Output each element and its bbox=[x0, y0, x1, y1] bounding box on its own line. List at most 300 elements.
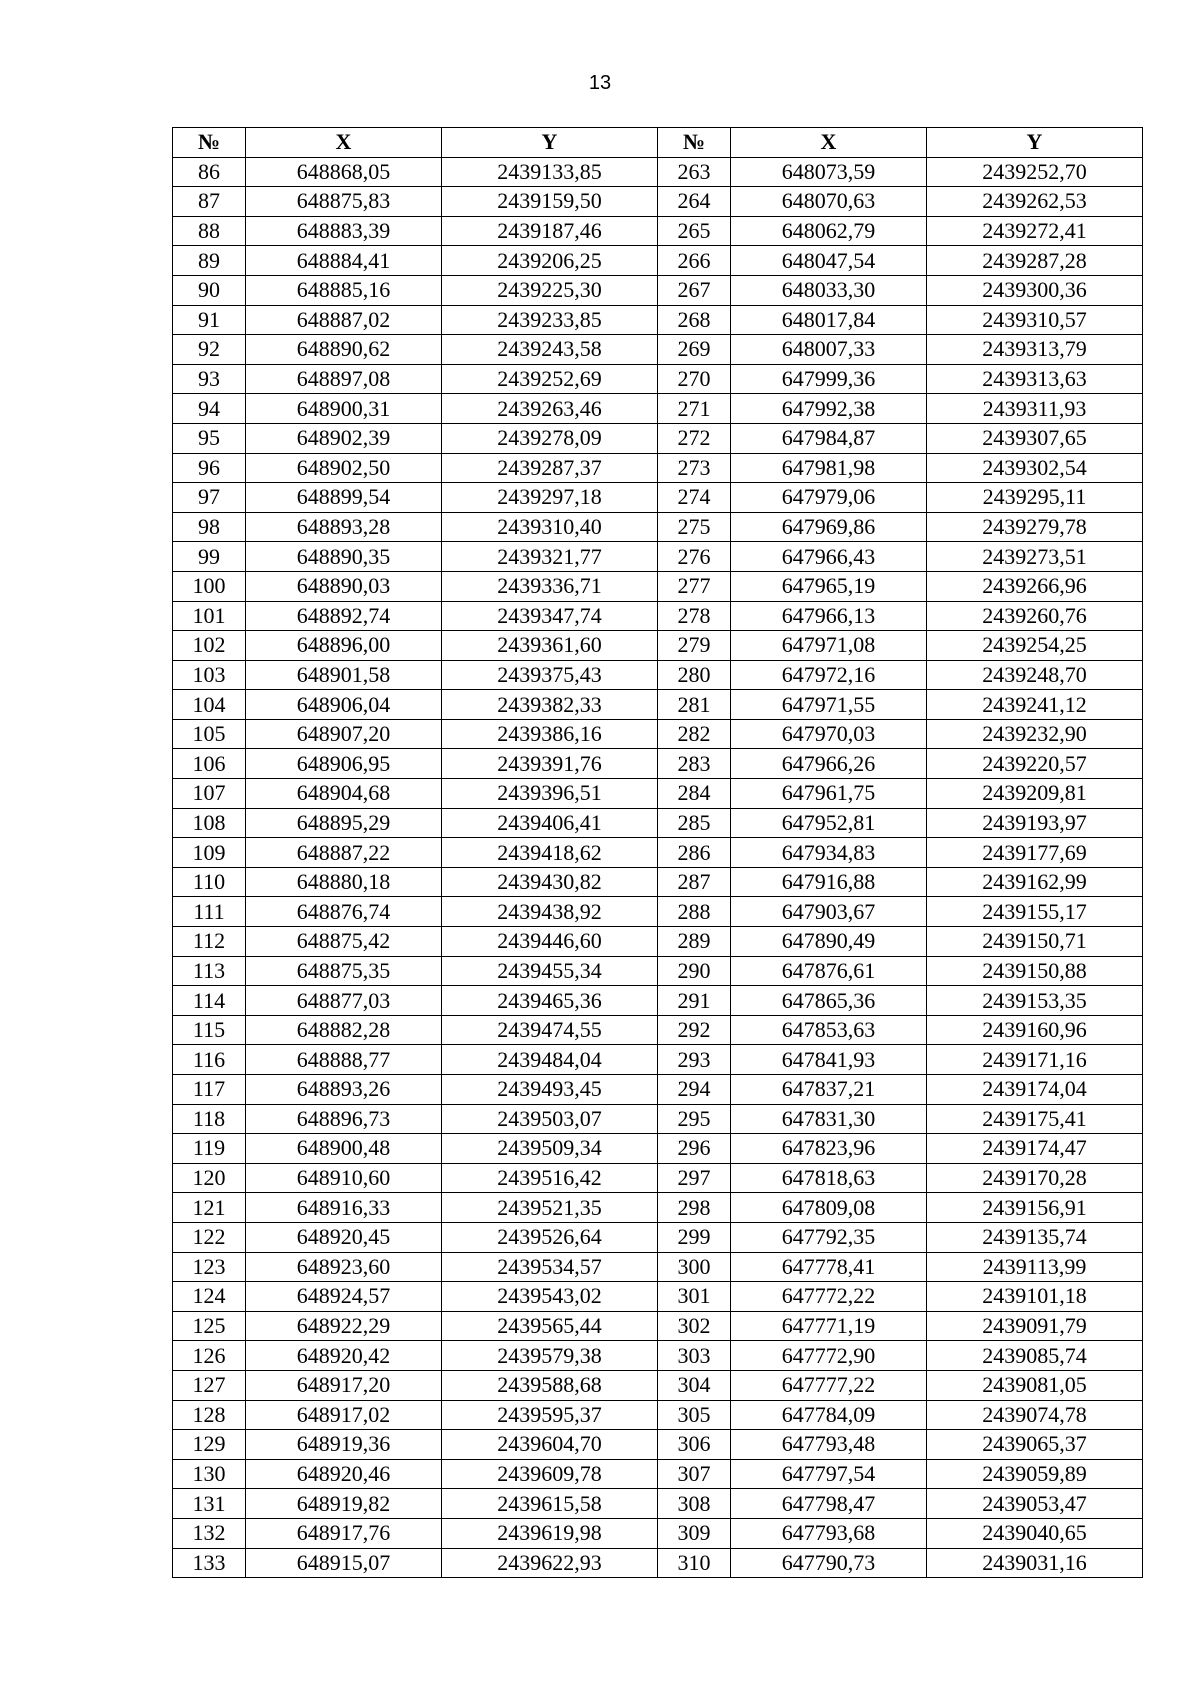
table-row bbox=[173, 1459, 1143, 1489]
cell-y-right: 2439232,90 bbox=[927, 719, 1143, 749]
cell-y-right: 2439156,91 bbox=[927, 1193, 1143, 1223]
cell-y-left: 2439396,51 bbox=[442, 779, 658, 809]
cell-x-left: 648899,54 bbox=[246, 483, 442, 513]
cell-number-left: 120 bbox=[173, 1163, 246, 1193]
table-row bbox=[173, 305, 1143, 335]
cell-y-left: 2439579,38 bbox=[442, 1341, 658, 1371]
cell-x-right: 647984,87 bbox=[731, 423, 927, 453]
cell-y-right: 2439273,51 bbox=[927, 542, 1143, 572]
cell-x-left: 648915,07 bbox=[246, 1548, 442, 1578]
cell-number-left: 114 bbox=[173, 986, 246, 1016]
cell-y-right: 2439170,28 bbox=[927, 1163, 1143, 1193]
cell-x-right: 647837,21 bbox=[731, 1075, 927, 1105]
cell-number-right: 290 bbox=[658, 956, 731, 986]
cell-number-left: 102 bbox=[173, 631, 246, 661]
cell-x-left: 648922,29 bbox=[246, 1311, 442, 1341]
cell-number-right: 305 bbox=[658, 1400, 731, 1430]
cell-number-left: 122 bbox=[173, 1222, 246, 1252]
cell-x-right: 647966,13 bbox=[731, 601, 927, 631]
cell-y-right: 2439160,96 bbox=[927, 1015, 1143, 1045]
header-number-right: № bbox=[658, 128, 731, 158]
cell-x-right: 647772,22 bbox=[731, 1282, 927, 1312]
table-row bbox=[173, 394, 1143, 424]
cell-x-left: 648875,42 bbox=[246, 927, 442, 957]
cell-x-left: 648880,18 bbox=[246, 867, 442, 897]
cell-x-left: 648906,95 bbox=[246, 749, 442, 779]
cell-y-left: 2439534,57 bbox=[442, 1252, 658, 1282]
header-x-left: X bbox=[246, 128, 442, 158]
cell-y-right: 2439262,53 bbox=[927, 187, 1143, 217]
cell-y-right: 2439310,57 bbox=[927, 305, 1143, 335]
header-x-right: X bbox=[731, 128, 927, 158]
table-row bbox=[173, 483, 1143, 513]
cell-y-left: 2439484,04 bbox=[442, 1045, 658, 1075]
cell-number-left: 130 bbox=[173, 1459, 246, 1489]
table-row bbox=[173, 808, 1143, 838]
cell-y-left: 2439386,16 bbox=[442, 719, 658, 749]
cell-number-right: 276 bbox=[658, 542, 731, 572]
cell-number-left: 127 bbox=[173, 1370, 246, 1400]
cell-x-left: 648882,28 bbox=[246, 1015, 442, 1045]
cell-number-right: 280 bbox=[658, 660, 731, 690]
header-y-right: Y bbox=[927, 128, 1143, 158]
table-row bbox=[173, 364, 1143, 394]
cell-number-right: 309 bbox=[658, 1518, 731, 1548]
cell-x-left: 648900,31 bbox=[246, 394, 442, 424]
table-row bbox=[173, 1370, 1143, 1400]
table-row bbox=[173, 1518, 1143, 1548]
cell-y-right: 2439085,74 bbox=[927, 1341, 1143, 1371]
cell-y-right: 2439313,63 bbox=[927, 364, 1143, 394]
cell-x-left: 648885,16 bbox=[246, 275, 442, 305]
cell-number-left: 93 bbox=[173, 364, 246, 394]
cell-x-left: 648893,28 bbox=[246, 512, 442, 542]
table-row bbox=[173, 216, 1143, 246]
cell-number-left: 109 bbox=[173, 838, 246, 868]
page-number: 13 bbox=[588, 72, 612, 94]
table-row bbox=[173, 187, 1143, 217]
table-row bbox=[173, 1548, 1143, 1578]
table-row bbox=[173, 157, 1143, 187]
cell-y-left: 2439347,74 bbox=[442, 601, 658, 631]
table-row bbox=[173, 897, 1143, 927]
cell-x-right: 647865,36 bbox=[731, 986, 927, 1016]
cell-y-right: 2439272,41 bbox=[927, 216, 1143, 246]
cell-number-right: 277 bbox=[658, 571, 731, 601]
cell-number-right: 268 bbox=[658, 305, 731, 335]
cell-number-right: 263 bbox=[658, 157, 731, 187]
cell-x-left: 648917,76 bbox=[246, 1518, 442, 1548]
cell-x-left: 648877,03 bbox=[246, 986, 442, 1016]
cell-y-right: 2439113,99 bbox=[927, 1252, 1143, 1282]
cell-number-right: 267 bbox=[658, 275, 731, 305]
cell-number-right: 288 bbox=[658, 897, 731, 927]
cell-number-right: 282 bbox=[658, 719, 731, 749]
cell-x-right: 647771,19 bbox=[731, 1311, 927, 1341]
table-row bbox=[173, 838, 1143, 868]
cell-number-right: 285 bbox=[658, 808, 731, 838]
table-row bbox=[173, 660, 1143, 690]
cell-x-right: 647772,90 bbox=[731, 1341, 927, 1371]
cell-y-right: 2439177,69 bbox=[927, 838, 1143, 868]
table-row bbox=[173, 275, 1143, 305]
cell-x-left: 648876,74 bbox=[246, 897, 442, 927]
cell-y-right: 2439174,47 bbox=[927, 1134, 1143, 1164]
cell-y-left: 2439615,58 bbox=[442, 1489, 658, 1519]
cell-number-left: 103 bbox=[173, 660, 246, 690]
cell-y-right: 2439295,11 bbox=[927, 483, 1143, 513]
cell-x-left: 648875,83 bbox=[246, 187, 442, 217]
cell-x-right: 647952,81 bbox=[731, 808, 927, 838]
cell-x-right: 648033,30 bbox=[731, 275, 927, 305]
cell-number-right: 286 bbox=[658, 838, 731, 868]
cell-number-left: 105 bbox=[173, 719, 246, 749]
cell-y-left: 2439336,71 bbox=[442, 571, 658, 601]
cell-y-right: 2439153,35 bbox=[927, 986, 1143, 1016]
cell-number-left: 119 bbox=[173, 1134, 246, 1164]
cell-number-left: 94 bbox=[173, 394, 246, 424]
cell-number-right: 274 bbox=[658, 483, 731, 513]
cell-y-left: 2439418,62 bbox=[442, 838, 658, 868]
cell-number-right: 272 bbox=[658, 423, 731, 453]
cell-number-left: 91 bbox=[173, 305, 246, 335]
cell-x-left: 648907,20 bbox=[246, 719, 442, 749]
cell-number-left: 121 bbox=[173, 1193, 246, 1223]
table-row bbox=[173, 956, 1143, 986]
cell-x-right: 647934,83 bbox=[731, 838, 927, 868]
table-row bbox=[173, 1015, 1143, 1045]
cell-y-right: 2439155,17 bbox=[927, 897, 1143, 927]
cell-number-right: 269 bbox=[658, 335, 731, 365]
table-row bbox=[173, 571, 1143, 601]
cell-x-right: 647979,06 bbox=[731, 483, 927, 513]
cell-number-right: 295 bbox=[658, 1104, 731, 1134]
cell-x-left: 648890,03 bbox=[246, 571, 442, 601]
cell-y-left: 2439609,78 bbox=[442, 1459, 658, 1489]
table-row bbox=[173, 246, 1143, 276]
table-row bbox=[173, 601, 1143, 631]
cell-number-right: 291 bbox=[658, 986, 731, 1016]
cell-number-right: 296 bbox=[658, 1134, 731, 1164]
cell-y-right: 2439241,12 bbox=[927, 690, 1143, 720]
cell-x-right: 648070,63 bbox=[731, 187, 927, 217]
cell-y-left: 2439516,42 bbox=[442, 1163, 658, 1193]
cell-x-right: 647966,26 bbox=[731, 749, 927, 779]
cell-x-left: 648900,48 bbox=[246, 1134, 442, 1164]
cell-number-right: 307 bbox=[658, 1459, 731, 1489]
cell-y-left: 2439225,30 bbox=[442, 275, 658, 305]
cell-y-right: 2439150,88 bbox=[927, 956, 1143, 986]
table-row bbox=[173, 1341, 1143, 1371]
cell-x-right: 648017,84 bbox=[731, 305, 927, 335]
cell-number-right: 308 bbox=[658, 1489, 731, 1519]
cell-number-left: 131 bbox=[173, 1489, 246, 1519]
cell-x-right: 647965,19 bbox=[731, 571, 927, 601]
cell-y-right: 2439209,81 bbox=[927, 779, 1143, 809]
cell-number-left: 86 bbox=[173, 157, 246, 187]
table-row bbox=[173, 631, 1143, 661]
cell-x-right: 647777,22 bbox=[731, 1370, 927, 1400]
cell-x-right: 647903,67 bbox=[731, 897, 927, 927]
cell-y-left: 2439321,77 bbox=[442, 542, 658, 572]
cell-number-right: 283 bbox=[658, 749, 731, 779]
cell-x-left: 648919,82 bbox=[246, 1489, 442, 1519]
cell-number-left: 88 bbox=[173, 216, 246, 246]
cell-x-right: 647876,61 bbox=[731, 956, 927, 986]
cell-x-right: 647841,93 bbox=[731, 1045, 927, 1075]
cell-y-left: 2439430,82 bbox=[442, 867, 658, 897]
cell-y-left: 2439252,69 bbox=[442, 364, 658, 394]
cell-y-left: 2439133,85 bbox=[442, 157, 658, 187]
table-row bbox=[173, 335, 1143, 365]
cell-number-left: 133 bbox=[173, 1548, 246, 1578]
cell-x-left: 648902,39 bbox=[246, 423, 442, 453]
cell-y-right: 2439150,71 bbox=[927, 927, 1143, 957]
cell-y-left: 2439503,07 bbox=[442, 1104, 658, 1134]
cell-number-left: 98 bbox=[173, 512, 246, 542]
cell-y-left: 2439159,50 bbox=[442, 187, 658, 217]
cell-y-right: 2439260,76 bbox=[927, 601, 1143, 631]
cell-number-right: 289 bbox=[658, 927, 731, 957]
cell-x-right: 647971,08 bbox=[731, 631, 927, 661]
cell-number-left: 118 bbox=[173, 1104, 246, 1134]
cell-y-left: 2439263,46 bbox=[442, 394, 658, 424]
cell-number-left: 123 bbox=[173, 1252, 246, 1282]
cell-x-right: 647790,73 bbox=[731, 1548, 927, 1578]
cell-y-left: 2439474,55 bbox=[442, 1015, 658, 1045]
cell-y-right: 2439065,37 bbox=[927, 1430, 1143, 1460]
cell-y-right: 2439175,41 bbox=[927, 1104, 1143, 1134]
cell-number-left: 99 bbox=[173, 542, 246, 572]
cell-x-left: 648896,73 bbox=[246, 1104, 442, 1134]
cell-y-left: 2439391,76 bbox=[442, 749, 658, 779]
cell-y-right: 2439059,89 bbox=[927, 1459, 1143, 1489]
cell-x-left: 648917,20 bbox=[246, 1370, 442, 1400]
cell-number-right: 279 bbox=[658, 631, 731, 661]
cell-x-left: 648920,45 bbox=[246, 1222, 442, 1252]
cell-y-right: 2439313,79 bbox=[927, 335, 1143, 365]
cell-y-left: 2439604,70 bbox=[442, 1430, 658, 1460]
cell-number-left: 132 bbox=[173, 1518, 246, 1548]
table-row bbox=[173, 1282, 1143, 1312]
table-row bbox=[173, 1489, 1143, 1519]
cell-x-right: 647999,36 bbox=[731, 364, 927, 394]
cell-y-right: 2439081,05 bbox=[927, 1370, 1143, 1400]
cell-number-left: 107 bbox=[173, 779, 246, 809]
cell-y-right: 2439254,25 bbox=[927, 631, 1143, 661]
cell-x-right: 647916,88 bbox=[731, 867, 927, 897]
cell-x-left: 648923,60 bbox=[246, 1252, 442, 1282]
table-row bbox=[173, 542, 1143, 572]
cell-x-right: 648073,59 bbox=[731, 157, 927, 187]
cell-x-left: 648895,29 bbox=[246, 808, 442, 838]
cell-y-right: 2439307,65 bbox=[927, 423, 1143, 453]
cell-y-left: 2439595,37 bbox=[442, 1400, 658, 1430]
cell-y-right: 2439287,28 bbox=[927, 246, 1143, 276]
cell-x-left: 648887,02 bbox=[246, 305, 442, 335]
cell-number-right: 287 bbox=[658, 867, 731, 897]
cell-x-left: 648893,26 bbox=[246, 1075, 442, 1105]
cell-x-left: 648902,50 bbox=[246, 453, 442, 483]
cell-y-left: 2439438,92 bbox=[442, 897, 658, 927]
cell-number-right: 298 bbox=[658, 1193, 731, 1223]
cell-y-right: 2439091,79 bbox=[927, 1311, 1143, 1341]
cell-x-right: 647961,75 bbox=[731, 779, 927, 809]
cell-number-left: 111 bbox=[173, 897, 246, 927]
cell-number-left: 110 bbox=[173, 867, 246, 897]
cell-number-left: 126 bbox=[173, 1341, 246, 1371]
cell-x-right: 647981,98 bbox=[731, 453, 927, 483]
cell-y-left: 2439521,35 bbox=[442, 1193, 658, 1223]
cell-x-left: 648897,08 bbox=[246, 364, 442, 394]
cell-x-right: 647792,35 bbox=[731, 1222, 927, 1252]
cell-number-left: 113 bbox=[173, 956, 246, 986]
cell-number-left: 92 bbox=[173, 335, 246, 365]
cell-number-left: 95 bbox=[173, 423, 246, 453]
cell-y-right: 2439174,04 bbox=[927, 1075, 1143, 1105]
cell-y-left: 2439526,64 bbox=[442, 1222, 658, 1252]
cell-number-right: 304 bbox=[658, 1370, 731, 1400]
cell-x-right: 647970,03 bbox=[731, 719, 927, 749]
cell-x-right: 647793,68 bbox=[731, 1518, 927, 1548]
cell-y-left: 2439622,93 bbox=[442, 1548, 658, 1578]
cell-y-left: 2439287,37 bbox=[442, 453, 658, 483]
cell-number-left: 124 bbox=[173, 1282, 246, 1312]
cell-number-left: 101 bbox=[173, 601, 246, 631]
cell-number-left: 90 bbox=[173, 275, 246, 305]
cell-number-left: 106 bbox=[173, 749, 246, 779]
table-header-row bbox=[173, 128, 1143, 158]
cell-number-left: 112 bbox=[173, 927, 246, 957]
cell-y-right: 2439248,70 bbox=[927, 660, 1143, 690]
cell-y-right: 2439101,18 bbox=[927, 1282, 1143, 1312]
cell-number-right: 293 bbox=[658, 1045, 731, 1075]
cell-x-right: 648007,33 bbox=[731, 335, 927, 365]
cell-x-left: 648890,62 bbox=[246, 335, 442, 365]
cell-number-right: 297 bbox=[658, 1163, 731, 1193]
cell-y-left: 2439297,18 bbox=[442, 483, 658, 513]
table-row bbox=[173, 719, 1143, 749]
cell-x-left: 648917,02 bbox=[246, 1400, 442, 1430]
cell-y-right: 2439279,78 bbox=[927, 512, 1143, 542]
cell-x-left: 648924,57 bbox=[246, 1282, 442, 1312]
cell-x-left: 648883,39 bbox=[246, 216, 442, 246]
cell-y-left: 2439187,46 bbox=[442, 216, 658, 246]
cell-x-right: 647890,49 bbox=[731, 927, 927, 957]
table-row bbox=[173, 1252, 1143, 1282]
cell-x-left: 648920,42 bbox=[246, 1341, 442, 1371]
cell-x-left: 648906,04 bbox=[246, 690, 442, 720]
cell-y-right: 2439302,54 bbox=[927, 453, 1143, 483]
cell-y-left: 2439233,85 bbox=[442, 305, 658, 335]
cell-x-right: 647972,16 bbox=[731, 660, 927, 690]
cell-y-right: 2439031,16 bbox=[927, 1548, 1143, 1578]
cell-y-left: 2439361,60 bbox=[442, 631, 658, 661]
cell-number-left: 115 bbox=[173, 1015, 246, 1045]
cell-x-left: 648904,68 bbox=[246, 779, 442, 809]
cell-y-left: 2439509,34 bbox=[442, 1134, 658, 1164]
table-row bbox=[173, 512, 1143, 542]
table-row bbox=[173, 1163, 1143, 1193]
cell-y-left: 2439565,44 bbox=[442, 1311, 658, 1341]
cell-y-left: 2439406,41 bbox=[442, 808, 658, 838]
table-row bbox=[173, 690, 1143, 720]
cell-x-left: 648888,77 bbox=[246, 1045, 442, 1075]
cell-number-right: 273 bbox=[658, 453, 731, 483]
cell-y-right: 2439193,97 bbox=[927, 808, 1143, 838]
table-body bbox=[173, 157, 1143, 1578]
cell-y-right: 2439266,96 bbox=[927, 571, 1143, 601]
cell-y-left: 2439543,02 bbox=[442, 1282, 658, 1312]
cell-y-right: 2439135,74 bbox=[927, 1222, 1143, 1252]
cell-x-left: 648887,22 bbox=[246, 838, 442, 868]
cell-number-left: 97 bbox=[173, 483, 246, 513]
cell-y-right: 2439053,47 bbox=[927, 1489, 1143, 1519]
cell-x-right: 647971,55 bbox=[731, 690, 927, 720]
cell-number-right: 303 bbox=[658, 1341, 731, 1371]
cell-number-left: 117 bbox=[173, 1075, 246, 1105]
cell-number-left: 87 bbox=[173, 187, 246, 217]
cell-number-left: 125 bbox=[173, 1311, 246, 1341]
cell-x-left: 648919,36 bbox=[246, 1430, 442, 1460]
cell-number-right: 292 bbox=[658, 1015, 731, 1045]
cell-number-right: 271 bbox=[658, 394, 731, 424]
cell-number-right: 284 bbox=[658, 779, 731, 809]
cell-x-right: 647992,38 bbox=[731, 394, 927, 424]
header-number-left: № bbox=[173, 128, 246, 158]
cell-y-left: 2439310,40 bbox=[442, 512, 658, 542]
cell-number-right: 281 bbox=[658, 690, 731, 720]
cell-y-right: 2439162,99 bbox=[927, 867, 1143, 897]
table-row bbox=[173, 1075, 1143, 1105]
cell-x-right: 647793,48 bbox=[731, 1430, 927, 1460]
cell-y-left: 2439206,25 bbox=[442, 246, 658, 276]
cell-x-left: 648868,05 bbox=[246, 157, 442, 187]
coordinates-table bbox=[172, 127, 1143, 1578]
table-row bbox=[173, 986, 1143, 1016]
cell-y-right: 2439311,93 bbox=[927, 394, 1143, 424]
cell-x-right: 647823,96 bbox=[731, 1134, 927, 1164]
cell-y-left: 2439243,58 bbox=[442, 335, 658, 365]
table-row bbox=[173, 1104, 1143, 1134]
cell-x-left: 648910,60 bbox=[246, 1163, 442, 1193]
cell-y-right: 2439171,16 bbox=[927, 1045, 1143, 1075]
cell-x-right: 647784,09 bbox=[731, 1400, 927, 1430]
cell-y-left: 2439619,98 bbox=[442, 1518, 658, 1548]
cell-x-left: 648890,35 bbox=[246, 542, 442, 572]
table-row bbox=[173, 779, 1143, 809]
header-y-left: Y bbox=[442, 128, 658, 158]
cell-y-right: 2439074,78 bbox=[927, 1400, 1143, 1430]
cell-number-right: 265 bbox=[658, 216, 731, 246]
table-row bbox=[173, 1193, 1143, 1223]
cell-x-right: 647797,54 bbox=[731, 1459, 927, 1489]
cell-y-left: 2439278,09 bbox=[442, 423, 658, 453]
cell-y-left: 2439455,34 bbox=[442, 956, 658, 986]
cell-number-left: 96 bbox=[173, 453, 246, 483]
cell-x-right: 647798,47 bbox=[731, 1489, 927, 1519]
cell-x-left: 648884,41 bbox=[246, 246, 442, 276]
cell-number-right: 275 bbox=[658, 512, 731, 542]
cell-y-right: 2439252,70 bbox=[927, 157, 1143, 187]
cell-number-right: 302 bbox=[658, 1311, 731, 1341]
cell-number-left: 89 bbox=[173, 246, 246, 276]
cell-x-right: 647969,86 bbox=[731, 512, 927, 542]
cell-number-right: 310 bbox=[658, 1548, 731, 1578]
cell-number-right: 294 bbox=[658, 1075, 731, 1105]
cell-number-right: 301 bbox=[658, 1282, 731, 1312]
table-row bbox=[173, 1134, 1143, 1164]
